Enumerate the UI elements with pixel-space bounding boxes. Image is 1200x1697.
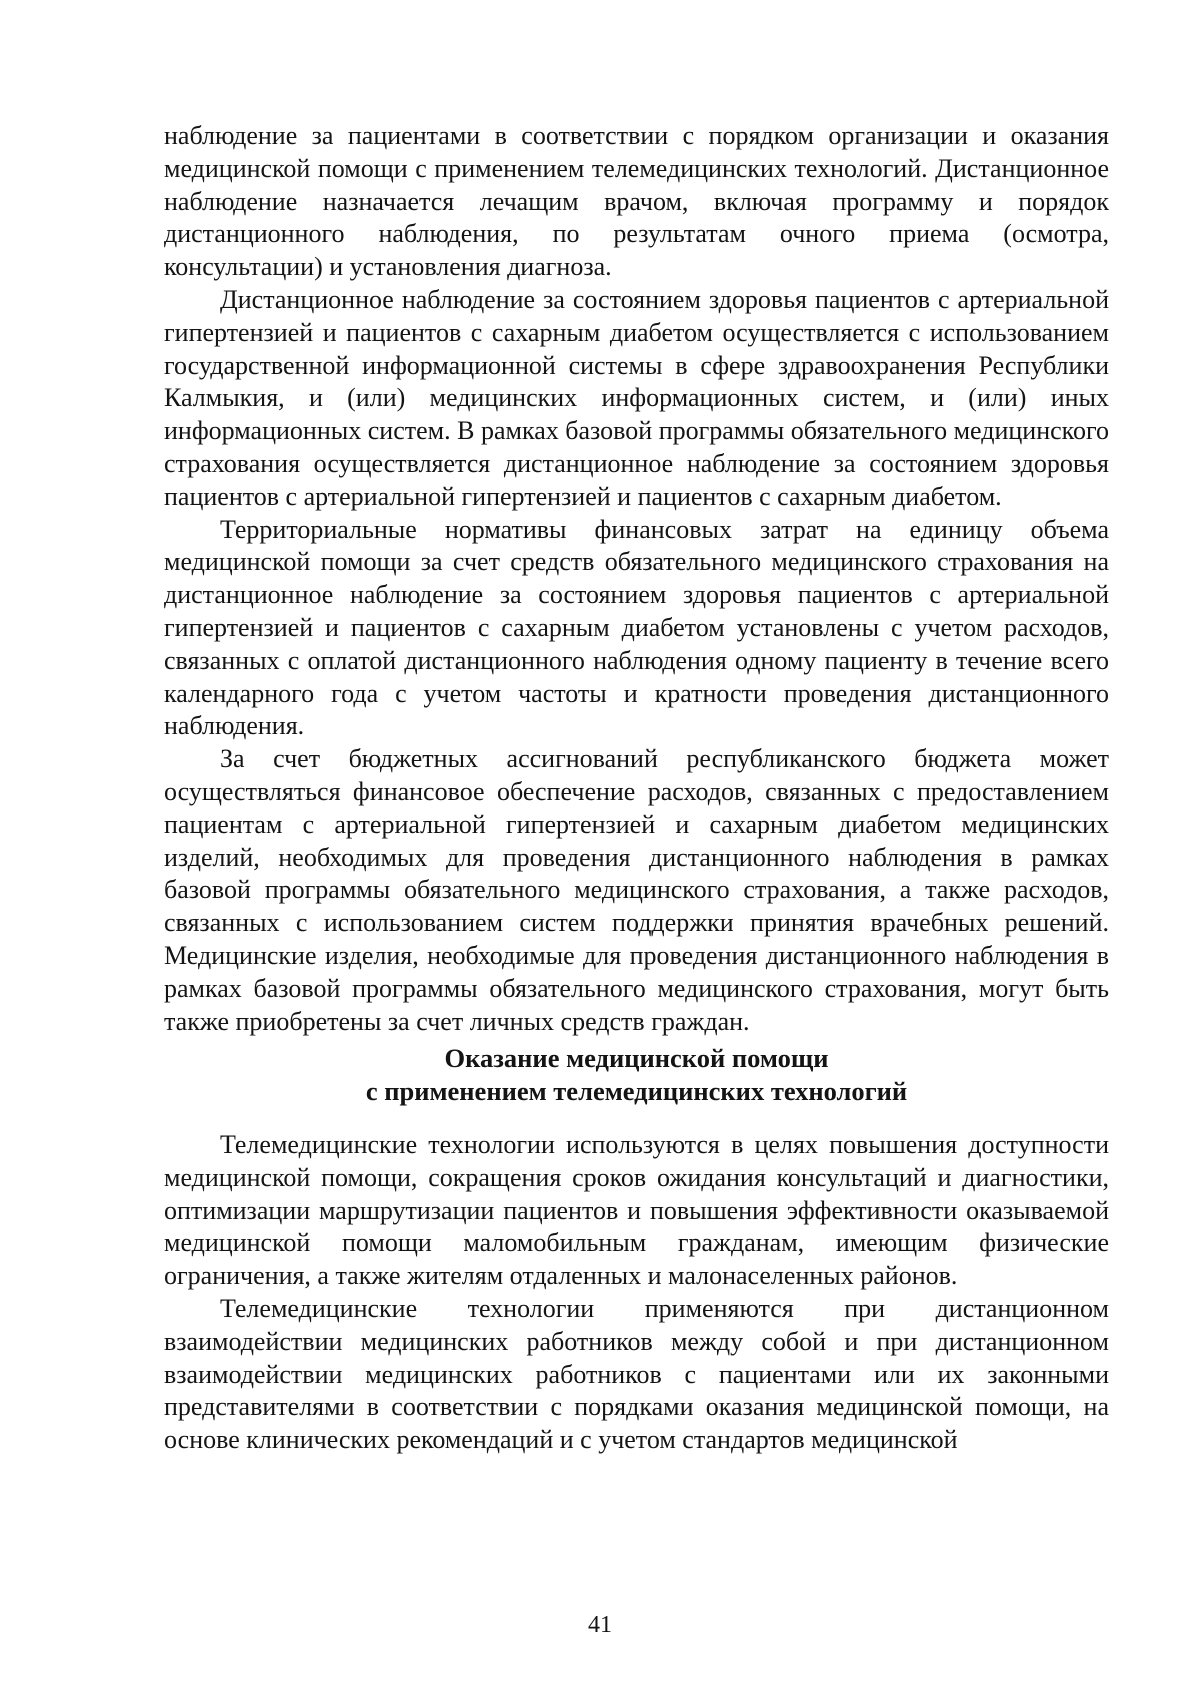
paragraph: Дистанционное наблюдение за состоянием здоровья пациентов с артериальной гипертензией и пациентов с сахарным диабетом осуществляется с использованием государственной информационной системы в сфере здравоохранения Республики Калмыкия, и (или) медицинских информационных систем, и (или) иных информационных систем. В рамках базовой программы обязательного медицинского страхования осуществляется дистанционное наблюдение за состоянием здоровья пациентов с артериальной гипертензией и пациентов с сахарным диабетом. xyxy=(164,284,1109,511)
paragraph: наблюдение за пациентами в соответствии с порядком организации и оказания медицинской помощи с применением телемедицинских технологий. Дистанционное наблюдение назначается лечащим врачом, включая программу и порядок дистанционного наблюдения, по результатам очного приема (осмотра, консультации) и установления диагноза. xyxy=(164,121,1109,282)
section-title-line: с применением телемедицинских технологий xyxy=(365,1076,908,1106)
paragraph: Территориальные нормативы финансовых затрат на единицу объема медицинской помощи за счет средств обязательного медицинского страхования на дистанционное наблюдение за состоянием здоровья пациентов с артериальной гипертензией и пациентов с сахарным диабетом установлены с учетом расходов, связанных с оплатой дистанционного наблюдения одному пациенту в течение всего календарного года с учетом частоты и кратности проведения дистанционного наблюдения. xyxy=(164,514,1109,741)
text-block-bottom xyxy=(164,1129,1109,1457)
text-block-top xyxy=(164,120,1109,1038)
section-title xyxy=(164,1042,1109,1108)
paragraph: Телемедицинские технологии используются в целях повышения доступности медицинской помощи, сокращения сроков ожидания консультаций и диагностики, оптимизации маршрутизации пациентов и повышения эффективности оказываемой медицинской помощи маломобильным гражданам, имеющим физические ограничения, а также жителям отдаленных и малонаселенных районов. xyxy=(164,1130,1109,1291)
paragraph: За счет бюджетных ассигнований республиканского бюджета может осуществляться финансовое обеспечение расходов, связанных с предоставлением пациентам с артериальной гипертензией и сахарным диабетом медицинских изделий, необходимых для проведения дистанционного наблюдения в рамках базовой программы обязательного медицинского страхования, а также расходов, связанных с использованием систем поддержки принятия врачебных решений. Медицинские изделия, необходимые для проведения дистанционного наблюдения в рамках базовой программы обязательного медицинского страхования, могут быть также приобретены за счет личных средств граждан. xyxy=(164,744,1109,1036)
page-number: 41 xyxy=(588,1612,612,1638)
section-title-line: Оказание медицинской помощи xyxy=(444,1043,829,1073)
paragraph: Телемедицинские технологии применяются при дистанционном взаимодействии медицинских работников между собой и при дистанционном взаимодействии медицинских работников с пациентами или их законными представителями в соответствии с порядками оказания медицинской помощи, на основе клинических рекомендаций и с учетом стандартов медицинской xyxy=(164,1293,1109,1455)
